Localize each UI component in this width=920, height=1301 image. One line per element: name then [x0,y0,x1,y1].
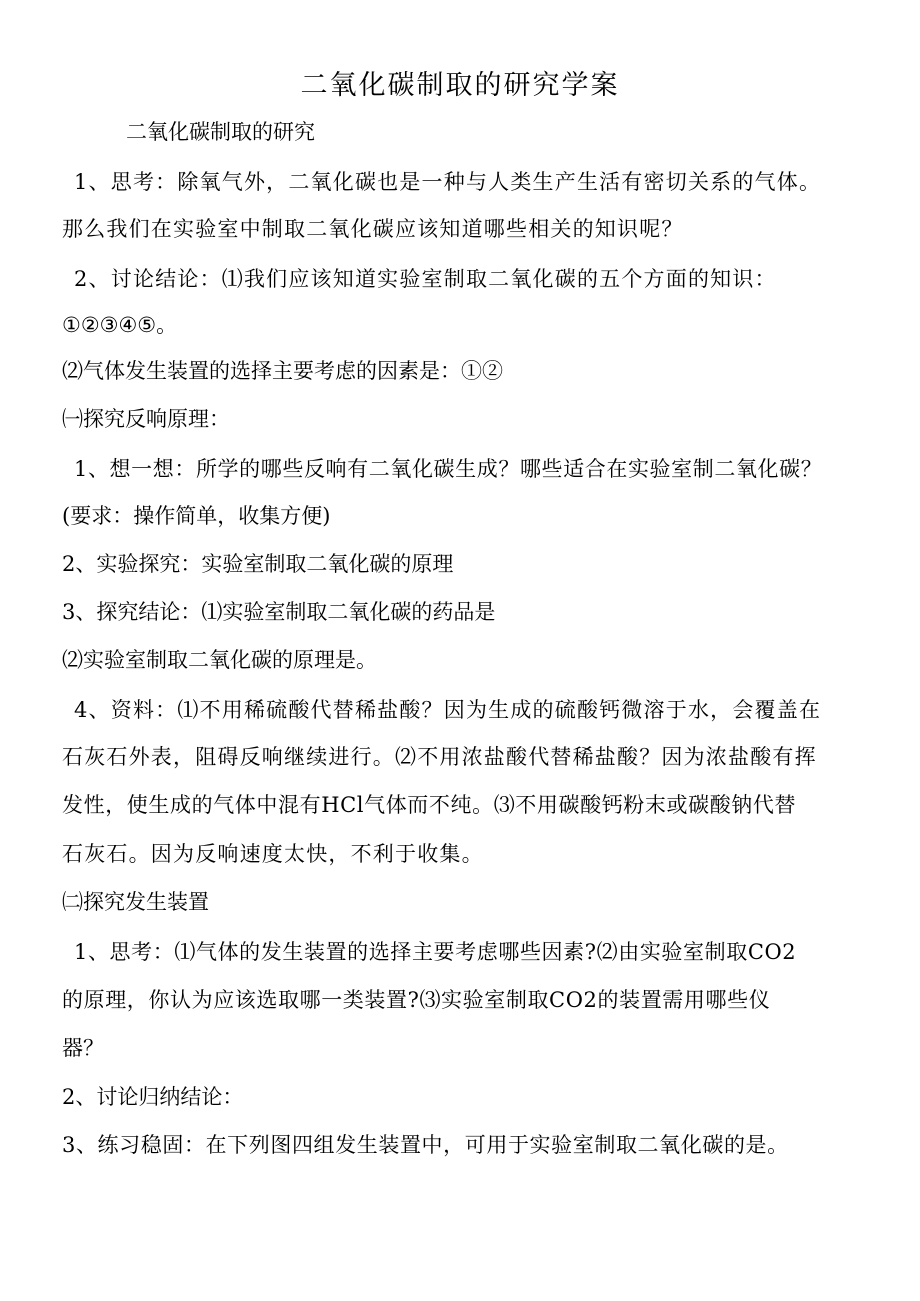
paragraph-line: 的原理，你认为应该选取哪一类装置?⑶实验室制取CO2的装置需用哪些仪 [62,988,771,1012]
section-heading-apparatus: ㈡探究发生装置 [62,890,209,914]
paragraph-line: ⑵实验室制取二氧化碳的原理是。 [62,648,377,672]
paragraph-line: 1、想一想：所学的哪些反响有二氧化碳生成？哪些适合在实验室制二氧化碳？ [74,457,823,481]
paragraph-line: 4、资料：⑴不用稀硫酸代替稀盐酸？因为生成的硫酸钙微溶于水，会覆盖在 [74,698,822,722]
paragraph-line: 2、讨论归纳结论： [62,1085,244,1109]
paragraph-line: 发性，使生成的气体中混有HCl气体而不纯。⑶不用碳酸钙粉末或碳酸钠代替 [62,793,797,817]
section-heading: 二氧化碳制取的研究 [126,120,315,144]
paragraph-line: 2、实验探究：实验室制取二氧化碳的原理 [62,552,454,576]
paragraph-line: 那么我们在实验室中制取二氧化碳应该知道哪些相关的知识呢？ [62,217,684,241]
paragraph-line: 石灰石。因为反响速度太快，不利于收集。 [62,842,484,866]
paragraph-line: 1、思考：除氧气外，二氧化碳也是一种与人类生产生活有密切关系的气体。 [74,170,822,194]
paragraph-line: 1、思考：⑴气体的发生装置的选择主要考虑哪些因素?⑵由实验室制取CO2 [74,940,797,964]
paragraph-line: ①②③④⑤。 [62,313,178,337]
document-title: 二氧化碳制取的研究学案 [300,70,620,101]
paragraph-line: 3、练习稳固：在下列图四组发生装置中，可用于实验室制取二氧化碳的是。 [62,1133,789,1157]
paragraph-line: 石灰石外表，阻碍反响继续进行。⑵不用浓盐酸代替稀盐酸？因为浓盐酸有挥 [62,745,817,769]
paragraph-line: 3、探究结论：⑴实验室制取二氧化碳的药品是 [62,600,496,624]
paragraph-line: 2、讨论结论：⑴我们应该知道实验室制取二氧化碳的五个方面的知识： [74,267,777,291]
paragraph-line: (要求：操作简单，收集方便) [62,504,331,528]
paragraph-line: ⑵气体发生装置的选择主要考虑的因素是：①② [62,359,503,383]
paragraph-line: 器？ [62,1036,104,1060]
section-heading-principle: ㈠探究反响原理： [62,407,230,431]
